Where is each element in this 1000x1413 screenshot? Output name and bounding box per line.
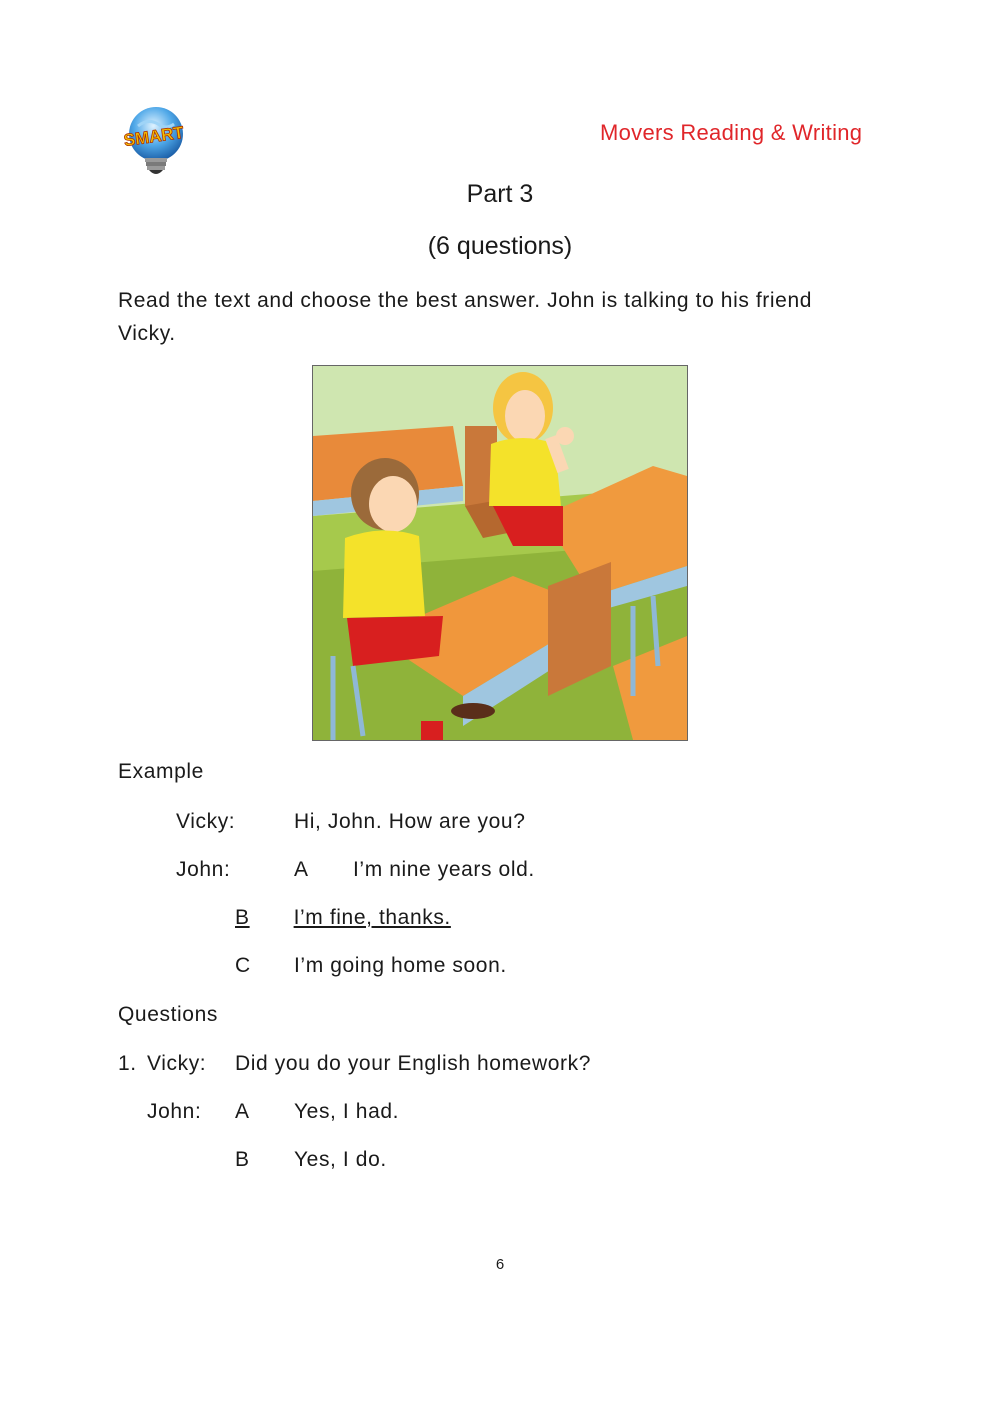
example-option-text: I’m going home soon. xyxy=(294,954,507,977)
question-option-a-letter[interactable]: A xyxy=(235,1100,250,1123)
example-prompt: Hi, John. How are you? xyxy=(294,810,526,833)
smart-logo xyxy=(118,104,190,180)
example-option-letter: C xyxy=(235,954,251,977)
example-option-letter: A xyxy=(294,858,309,881)
example-answer-letter: B xyxy=(235,906,250,929)
example-answer-text: I’m fine, thanks. xyxy=(293,906,451,929)
question-option-b-letter[interactable]: B xyxy=(235,1148,250,1171)
question-option-a-text[interactable]: Yes, I had. xyxy=(294,1100,400,1123)
question-number: 1. xyxy=(118,1052,137,1075)
instructions: Read the text and choose the best answer. John is talking to his friend Vicky. xyxy=(118,289,812,345)
example-speaker-john: John: xyxy=(176,858,231,881)
questions-count: (6 questions) xyxy=(427,232,573,260)
question-speaker-john: John: xyxy=(147,1100,202,1123)
part-title: Part 3 xyxy=(466,180,534,208)
page-number: 6 xyxy=(495,1256,505,1273)
example-answer-option xyxy=(235,906,451,930)
logo-text: SMART xyxy=(122,122,186,151)
question-speaker-vicky: Vicky: xyxy=(147,1052,207,1075)
header-title: Movers Reading & Writing xyxy=(600,120,863,145)
example-speaker-vicky: Vicky: xyxy=(176,810,236,833)
classroom-illustration xyxy=(312,365,688,741)
questions-heading: Questions xyxy=(118,1003,218,1026)
example-option-text: I’m nine years old. xyxy=(353,858,535,881)
question-option-b-text[interactable]: Yes, I do. xyxy=(294,1148,387,1171)
example-heading: Example xyxy=(118,760,204,783)
question-prompt: Did you do your English homework? xyxy=(235,1052,591,1075)
